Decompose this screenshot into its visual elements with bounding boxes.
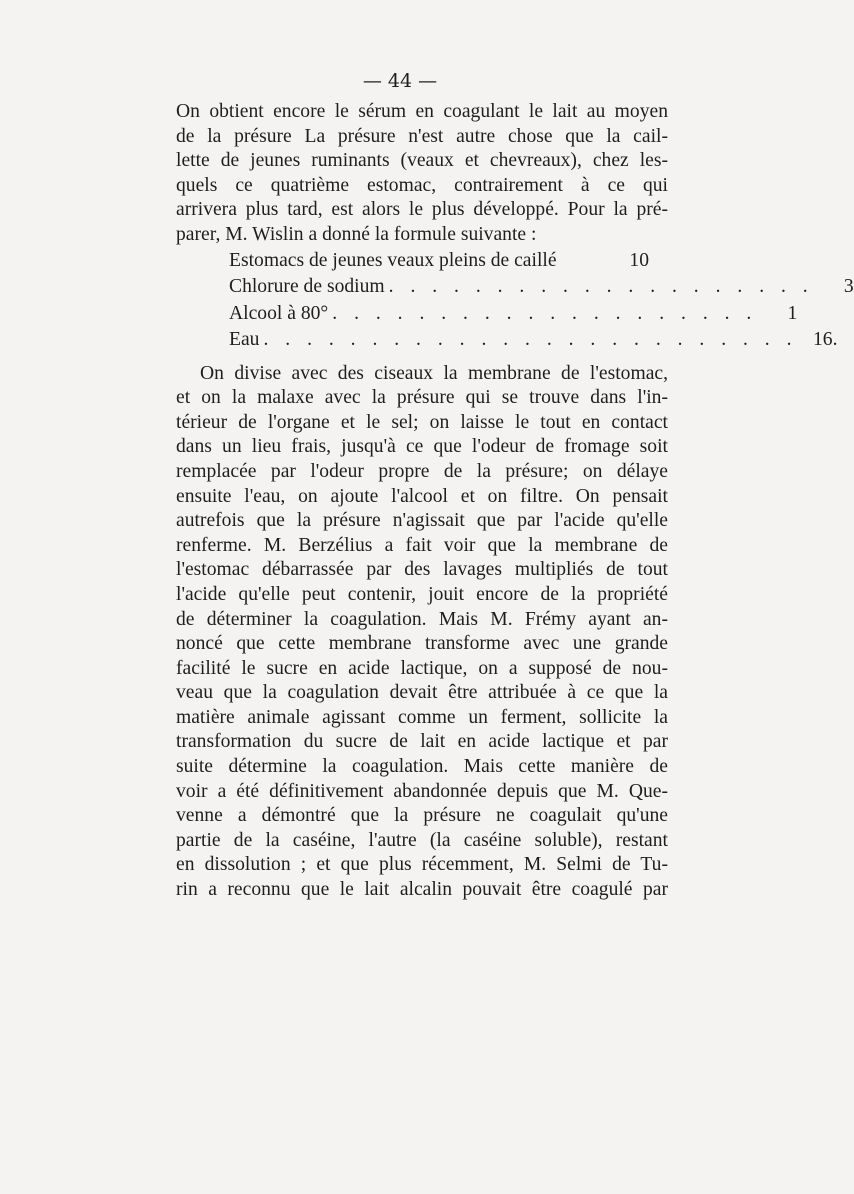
text-line: parer, M. Wislin a donné la formule suivante :	[176, 223, 537, 245]
ingredient-quantity: 10	[629, 249, 649, 271]
text-line: en dissolution ; et que plus récemment, M. Selmi de Tu-	[176, 854, 668, 876]
ingredient-name: Alcool à 80°	[229, 302, 329, 324]
text-line: dans un lieu frais, jusqu'à ce que l'odeur de fromage soit	[176, 436, 668, 458]
text-line: de déterminer la coagulation. Mais M. Frémy ayant an-	[176, 608, 668, 630]
text-line: ensuite l'eau, on ajoute l'alcool et on filtre. On pensait	[176, 485, 668, 507]
paragraph-1	[176, 100, 668, 248]
ingredient-quantity: 3	[843, 276, 854, 298]
recipe-row	[229, 301, 798, 328]
text-line: l'estomac débarrassée par des lavages multipliés de tout	[176, 559, 668, 581]
text-line: noncé que cette membrane transforme avec une grande	[176, 633, 668, 655]
body-text	[176, 100, 854, 903]
text-line: venne a démontré que la présure ne coagulait qu'une	[176, 805, 668, 827]
text-line: facilité le sucre en acide lactique, on a supposé de nou-	[176, 657, 668, 679]
recipe-row	[229, 327, 838, 354]
ingredient-name: Eau	[229, 329, 260, 351]
text-line: matière animale agissant comme un ferment, sollicite la	[176, 706, 668, 728]
text-line: On obtient encore le sérum en coagulant le lait au moyen	[176, 101, 668, 122]
text-line: quels ce quatrième estomac, contrairement à ce qui	[176, 174, 668, 196]
text-line: transformation du sucre de lait en acide lactique et par	[176, 731, 668, 753]
ingredient-name: Estomacs de jeunes veaux pleins de caillé	[229, 249, 557, 271]
paragraph-spacer	[176, 354, 668, 362]
text-line: remplacée par l'odeur propre de la présure; on délaye	[176, 460, 668, 482]
text-line: et on la malaxe avec la présure qui se trouve dans l'in-	[176, 387, 668, 409]
leader-dots: . . . . . . . . . . . . . . . . . . . .	[332, 302, 758, 324]
text-line: lette de jeunes ruminants (veaux et chevreaux), chez les-	[176, 150, 668, 172]
leader-dots: . . . . . . . . . . . . . . . . . . . . . . . . .	[263, 329, 798, 351]
recipe-list	[229, 248, 854, 354]
page-number: — 44 —	[362, 70, 438, 92]
text-line: renferme. M. Berzélius a fait voir que la membrane de	[176, 534, 668, 556]
leader-dots: . . . . . . . . . . . . . . . . . . . .	[388, 276, 814, 298]
text-line: voir a été définitivement abandonnée depuis que M. Que-	[176, 780, 668, 802]
ingredient-name: Chlorure de sodium	[229, 276, 385, 298]
paragraph-2	[176, 362, 668, 903]
text-line: arrivera plus tard, est alors le plus développé. Pour la pré-	[176, 199, 668, 221]
recipe-row	[229, 274, 854, 301]
recipe-row	[229, 248, 649, 275]
text-line: de la présure La présure n'est autre chose que la cail-	[176, 125, 668, 147]
text-line: térieur de l'organe et le sel; on laisse le tout en contact	[176, 411, 668, 433]
text-line: partie de la caséine, l'autre (la caséine soluble), restant	[176, 829, 668, 851]
ingredient-quantity: 1	[787, 302, 798, 324]
text-line: veau que la coagulation devait être attribuée à ce que la	[176, 682, 668, 704]
text-line: l'acide qu'elle peut contenir, jouit encore de la propriété	[176, 583, 668, 605]
text-line: rin a reconnu que le lait alcalin pouvait être coagulé par	[176, 879, 668, 901]
ingredient-quantity: 16.	[813, 329, 838, 351]
text-line: autrefois que la présure n'agissait que par l'acide qu'elle	[176, 510, 668, 532]
text-line: On divise avec des ciseaux la membrane de l'estomac,	[200, 362, 668, 384]
text-line: suite détermine la coagulation. Mais cette manière de	[176, 756, 668, 778]
